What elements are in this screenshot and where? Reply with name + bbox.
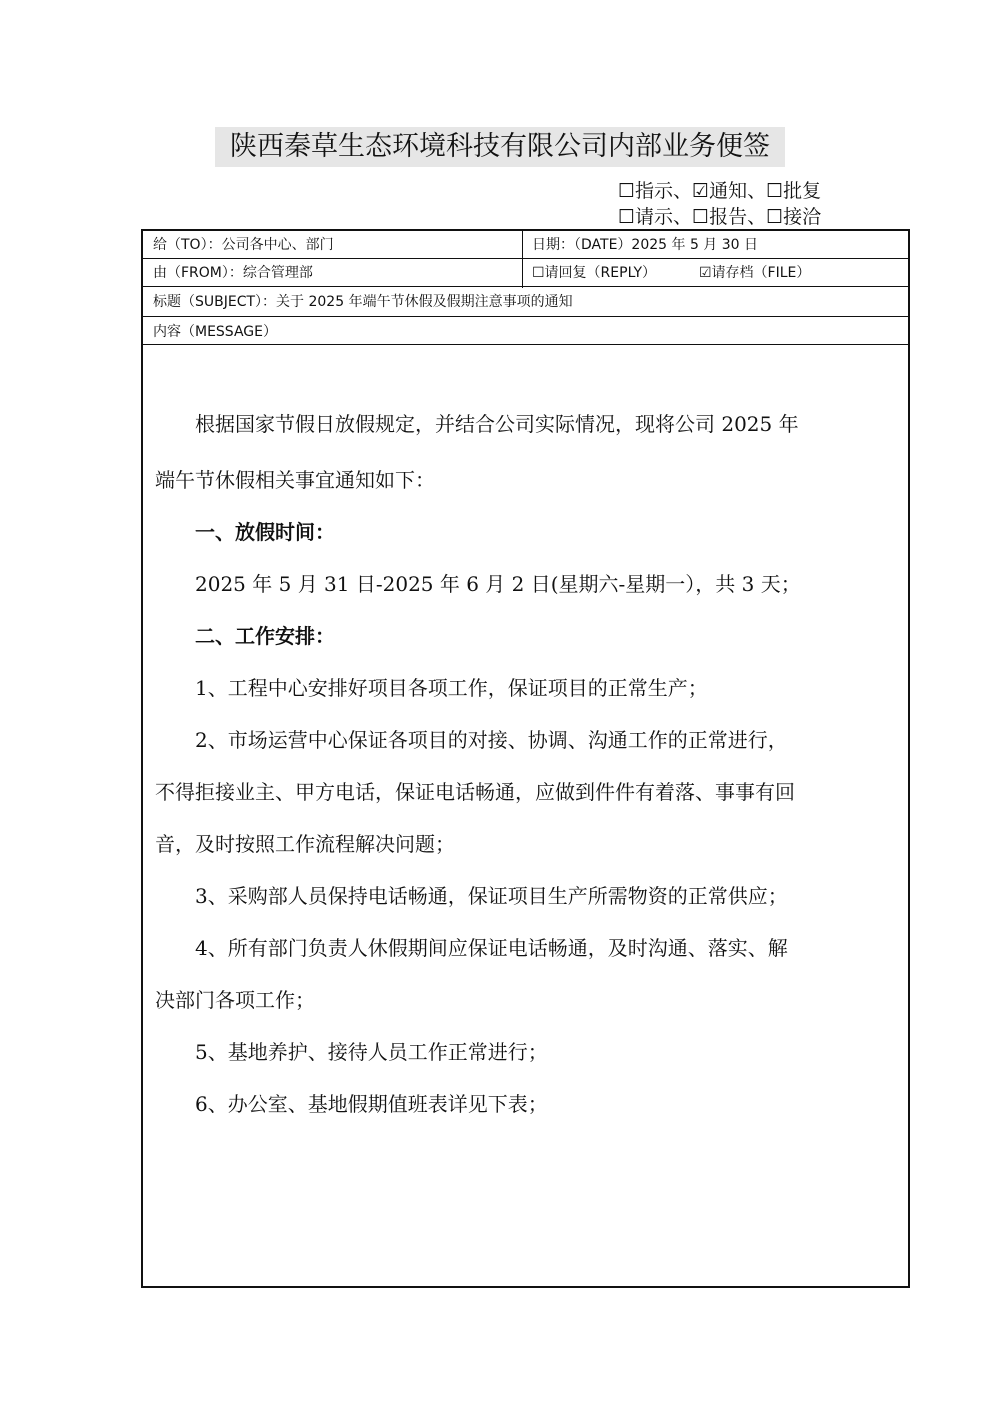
list-item-5: 5、基地养护、接待人员工作正常进行； <box>155 1040 548 1064</box>
subject-field: 标题（SUBJECT）：关于 2025 年端午节休假及假期注意事项的通知 <box>153 294 573 310</box>
row-divider <box>143 316 908 317</box>
list-item-2-line: 不得拒接业主、甲方电话，保证电话畅通，应做到件件有着落、事事有回 <box>155 780 795 804</box>
list-item-6: 6、办公室、基地假期值班表详见下表； <box>155 1092 548 1116</box>
list-item-4-line: 决部门各项工作； <box>155 988 315 1012</box>
row-divider <box>143 344 908 345</box>
date-field: 日期：（DATE）2025 年 5 月 30 日 <box>532 237 759 253</box>
to-field: 给（TO）：公司各中心、部门 <box>153 237 334 253</box>
column-divider <box>522 231 523 288</box>
section-1-heading: 一、放假时间： <box>155 520 335 544</box>
list-item-1: 1、工程中心安排好项目各项工作，保证项目的正常生产； <box>155 676 708 700</box>
row-divider <box>143 286 908 287</box>
section-1-text: 2025 年 5 月 31 日-2025 年 6 月 2 日(星期六-星期一），共 3 天； <box>155 572 801 596</box>
list-item-2-line: 2、市场运营中心保证各项目的对接、协调、沟通工作的正常进行， <box>155 728 788 752</box>
intro-paragraph-line: 根据国家节假日放假规定，并结合公司实际情况，现将公司 2025 年 <box>155 412 799 436</box>
list-item-3: 3、采购部人员保持电话畅通，保证项目生产所需物资的正常供应； <box>155 884 788 908</box>
type-options-row-2: ☐请示、☐报告、☐接洽 <box>618 206 822 228</box>
document-title: 陕西秦草生态环境科技有限公司内部业务便签 <box>215 127 785 167</box>
list-item-4-line: 4、所有部门负责人休假期间应保证电话畅通，及时沟通、落实、解 <box>155 936 788 960</box>
intro-paragraph-line: 端午节休假相关事宜通知如下： <box>155 468 435 492</box>
row-divider <box>143 258 908 259</box>
type-options-row-1: ☐指示、☑通知、☐批复 <box>618 180 822 202</box>
reply-option: ☐请回复（REPLY） <box>532 265 657 281</box>
section-2-heading: 二、工作安排： <box>155 624 335 648</box>
list-item-2-line: 音，及时按照工作流程解决问题； <box>155 832 455 856</box>
file-option: ☑请存档（FILE） <box>699 265 811 281</box>
message-label: 内容（MESSAGE） <box>153 324 277 340</box>
from-field: 由（FROM）：综合管理部 <box>153 265 313 281</box>
memo-table <box>141 229 910 1288</box>
